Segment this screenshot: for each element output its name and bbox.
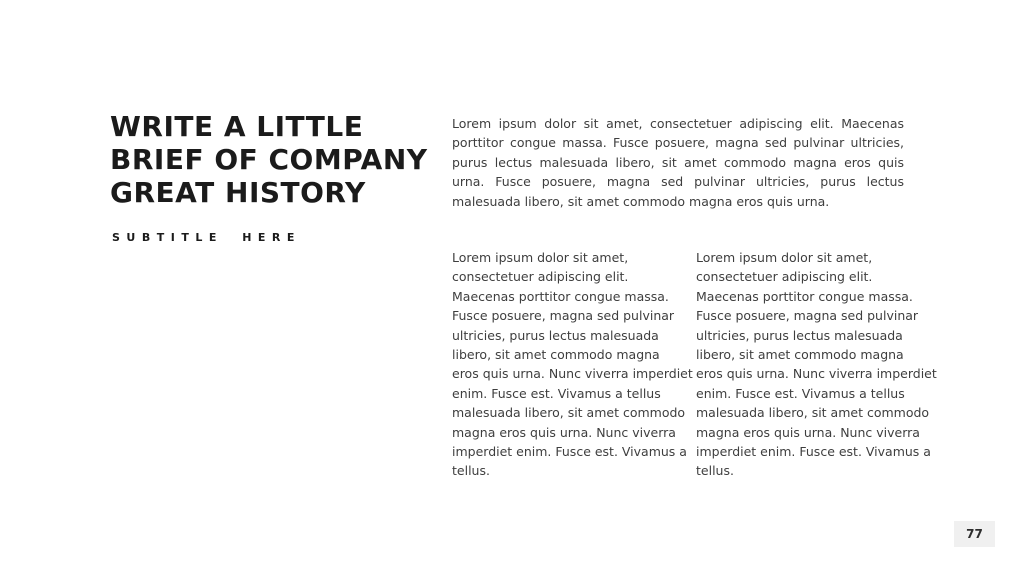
text-line: Maecenas porttitor congue massa. bbox=[696, 288, 913, 304]
page-number: 77 bbox=[966, 527, 983, 541]
text-line: eros quis urna. Nunc viverra imperdiet bbox=[452, 366, 693, 382]
intro-paragraph: Lorem ipsum dolor sit amet, consectetuer adipiscing elit. Maecenas porttitor congue massa. Fusce posuere, magna sed pulvinar ultricies, purus lectus malesuada libero, sit amet commodo magna eros quis urna. Fusce posuere, magna sed pulvinar ultricies, purus lectus malesuada libero, sit amet commodo magna eros quis urna. bbox=[452, 116, 904, 209]
text-column-right bbox=[696, 248, 937, 481]
text-line: Lorem ipsum dolor sit amet, bbox=[696, 250, 873, 265]
slide-title bbox=[110, 110, 440, 209]
text-line: consectetuer adipiscing elit. bbox=[696, 269, 873, 285]
slide-subtitle: SUBTITLE HERE bbox=[112, 231, 301, 244]
text-line: enim. Fusce est. Vivamus a tellus bbox=[696, 385, 905, 401]
text-line: imperdiet enim. Fusce est. Vivamus a bbox=[696, 444, 931, 460]
text-line: eros quis urna. Nunc viverra imperdiet bbox=[696, 366, 937, 382]
text-column-left bbox=[452, 248, 693, 481]
text-line: ultricies, purus lectus malesuada bbox=[696, 327, 903, 343]
text-line: tellus. bbox=[452, 463, 490, 479]
text-line: Fusce posuere, magna sed pulvinar bbox=[452, 308, 675, 324]
text-line: consectetuer adipiscing elit. bbox=[452, 269, 629, 285]
text-line: enim. Fusce est. Vivamus a tellus bbox=[452, 385, 661, 401]
text-line: malesuada libero, sit amet commodo bbox=[696, 405, 930, 421]
text-line: libero, sit amet commodo magna bbox=[452, 347, 660, 363]
text-line: WRITE A LITTLE bbox=[110, 110, 364, 143]
text-line: Fusce posuere, magna sed pulvinar bbox=[696, 308, 919, 324]
text-line: GREAT HISTORY bbox=[110, 176, 366, 209]
text-line: imperdiet enim. Fusce est. Vivamus a bbox=[452, 444, 687, 460]
text-line: malesuada libero, sit amet commodo bbox=[452, 405, 686, 421]
text-line: magna eros quis urna. Nunc viverra bbox=[696, 424, 920, 440]
text-line: magna eros quis urna. Nunc viverra bbox=[452, 424, 676, 440]
text-line: libero, sit amet commodo magna bbox=[696, 347, 904, 363]
text-line: BRIEF OF COMPANY bbox=[110, 143, 428, 176]
text-line: ultricies, purus lectus malesuada bbox=[452, 327, 659, 343]
text-line: tellus. bbox=[696, 463, 734, 479]
page-number-badge bbox=[954, 521, 995, 547]
text-line: Maecenas porttitor congue massa. bbox=[452, 288, 669, 304]
text-line: Lorem ipsum dolor sit amet, bbox=[452, 250, 629, 265]
